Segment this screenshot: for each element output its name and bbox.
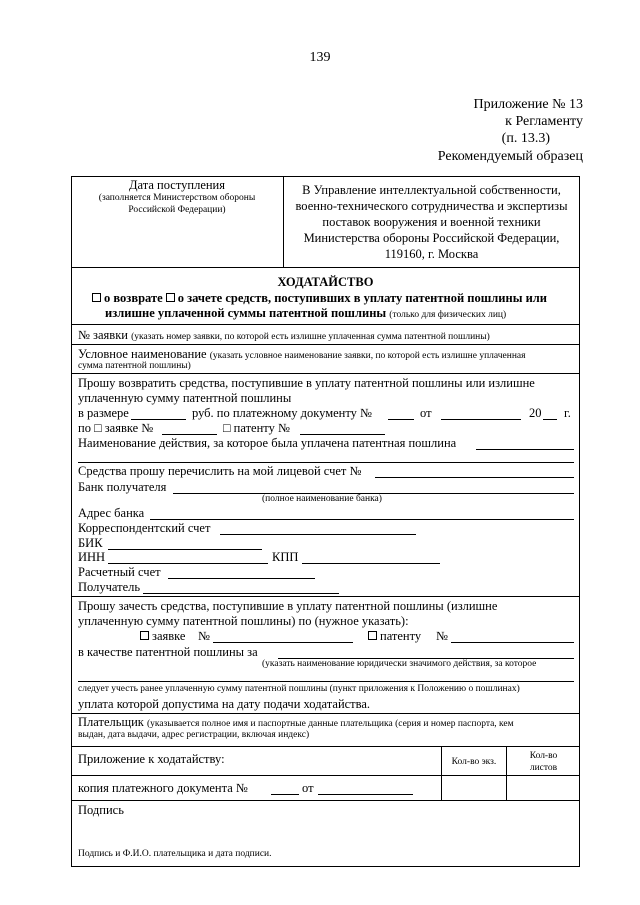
addressee-line-2: военно-технического сотрудничества и экспертизы <box>295 199 568 213</box>
corr-account-field[interactable] <box>220 534 416 535</box>
year-suffix: г. <box>564 406 571 420</box>
recipient-label: Получатель <box>78 580 141 594</box>
offset-application-field[interactable] <box>213 642 353 643</box>
conditional-name-hint: сумма патентной пошлины) <box>78 361 191 371</box>
corr-account-label: Корреспондентский счет <box>78 521 211 535</box>
bank-address-field[interactable] <box>150 519 574 520</box>
settlement-account-field[interactable] <box>168 578 315 579</box>
enclosure-doc-number-field[interactable] <box>271 794 299 795</box>
attachment-regulation: к Регламенту <box>505 114 583 129</box>
fee-for-hint-2: следует учесть ранее уплаченную сумму патентной пошлины (пункт приложения к Положению о пошлинах) <box>78 684 520 694</box>
offset-application-option: заявке <box>140 629 185 644</box>
offset-request-line-2: уплаченную сумму патентной пошлины) по (нужное указать): <box>78 614 409 628</box>
refund-request-line-1: Прошу возвратить средства, поступившие в уплату патентной пошлины или излишне <box>78 376 535 390</box>
recipient-field[interactable] <box>143 593 339 594</box>
addressee-line-4: Министерства обороны Российской Федерации, <box>303 231 560 245</box>
offset-patent-option: патенту <box>368 629 421 644</box>
enclosures-label: Приложение к ходатайству: <box>78 752 225 766</box>
bik-field[interactable] <box>108 549 262 550</box>
signature-label: Подпись <box>78 803 124 817</box>
table-divider <box>441 746 442 800</box>
receipt-date-title: Дата поступления <box>129 178 225 192</box>
divider <box>71 746 580 747</box>
action-name-field-2[interactable] <box>78 462 574 463</box>
receipt-note-2: Российской Федерации) <box>128 205 226 215</box>
bank-label: Банк получателя <box>78 480 167 494</box>
receipt-note-1: (заполняется Министерством обороны <box>98 193 256 203</box>
fee-for-label: в качестве патентной пошлины за <box>78 645 258 659</box>
fee-for-field-2[interactable] <box>78 681 574 682</box>
attachment-sample: Рекомендуемый образец <box>437 149 583 164</box>
enclosure-date-field[interactable] <box>318 794 413 795</box>
page-number: 139 <box>309 50 331 65</box>
attachment-number: Приложение № 13 <box>473 97 583 112</box>
divider <box>71 344 580 345</box>
addressee-line-5: 119160, г. Москва <box>384 247 479 261</box>
account-label: Средства прошу перечислить на мой лицевой счет № <box>78 464 362 478</box>
bank-address-label: Адрес банка <box>78 506 145 520</box>
enclosure-from-label: от <box>302 781 314 795</box>
offset-patent-no: № <box>436 629 448 643</box>
attachment-clause: (п. 13.3) <box>501 131 550 146</box>
year-label: 20 <box>529 406 542 420</box>
refund-request-line-2: уплаченную сумму патентной пошлины <box>78 391 292 405</box>
copies-column-header: Кол-во экз. <box>451 757 497 767</box>
year-field[interactable] <box>543 419 557 420</box>
amount-field[interactable] <box>131 419 186 420</box>
offset-application-no: № <box>198 629 210 643</box>
by-application-label: по □ заявке № <box>78 421 154 435</box>
from-label: от <box>420 406 432 420</box>
divider <box>71 267 580 268</box>
divider <box>71 596 580 597</box>
enclosure-item-label: копия платежного документа № <box>78 781 248 795</box>
account-field[interactable] <box>375 477 574 478</box>
sheets-column-header-2: листов <box>529 763 558 773</box>
payer-hint-2: выдан, дата выдачи, адрес регистрации, включая индекс) <box>78 730 310 740</box>
divider <box>71 713 580 714</box>
action-name-label: Наименование действия, за которое была уплачена патентная пошлина <box>78 436 457 450</box>
petition-subject-line-1: о возврате о зачете средств, поступивших в уплату патентной пошлины или <box>92 291 547 306</box>
kpp-label: КПП <box>272 550 299 564</box>
divider <box>71 800 580 801</box>
action-name-field[interactable] <box>476 449 574 450</box>
signature-hint: Подпись и Ф.И.О. плательщика и дата подписи. <box>78 849 272 859</box>
payment-document-number-field[interactable] <box>388 419 414 420</box>
bank-name-hint: (полное наименование банка) <box>262 494 382 504</box>
petition-subject-line-2: излишне уплаченной суммы патентной пошлины (только для физических лиц) <box>105 306 507 320</box>
conditional-name-label: Условное наименование (указать условное наименование заявки, по которой есть излишне уплаченная <box>78 347 526 361</box>
fee-for-hint: (указать наименование юридически значимого действия, за которое <box>262 659 537 669</box>
checkbox-offset[interactable] <box>166 293 175 302</box>
divider <box>71 324 580 325</box>
checkbox-offset-patent[interactable] <box>368 631 377 640</box>
divider <box>71 775 580 776</box>
sheets-column-header-1: Кол-во <box>529 751 558 761</box>
petition-title: ХОДАТАЙСТВО <box>277 275 374 289</box>
divider <box>71 373 580 374</box>
application-number-field[interactable] <box>162 434 217 435</box>
amount-label: в размере <box>78 406 129 420</box>
kpp-field[interactable] <box>302 563 440 564</box>
payment-date-field[interactable] <box>441 419 521 420</box>
bik-label: БИК <box>78 536 103 550</box>
settlement-account-label: Расчетный счет <box>78 565 161 579</box>
payer-label: Плательщик (указывается полное имя и паспортные данные плательщика (серия и номер паспорта, кем <box>78 715 514 729</box>
fee-admissible-note: уплата которой допустима на дату подачи ходатайства. <box>78 697 371 711</box>
by-patent-label: □ патенту № <box>223 421 290 435</box>
offset-request-line-1: Прошу зачесть средства, поступившие в уплату патентной пошлины (излишне <box>78 599 498 613</box>
checkbox-offset-application[interactable] <box>140 631 149 640</box>
inn-field[interactable] <box>108 563 268 564</box>
checkbox-return[interactable] <box>92 293 101 302</box>
payment-document-label: руб. по платежному документу № <box>192 406 372 420</box>
patent-number-field[interactable] <box>300 434 385 435</box>
addressee-line-3: поставок вооружения и военной техники <box>322 215 541 229</box>
application-number-label: № заявки (указать номер заявки, по которой есть излишне уплаченная сумма патентной пошлины) <box>78 328 490 342</box>
addressee-line-1: В Управление интеллектуальной собственности, <box>302 183 561 197</box>
inn-label: ИНН <box>78 550 106 564</box>
offset-patent-field[interactable] <box>451 642 574 643</box>
